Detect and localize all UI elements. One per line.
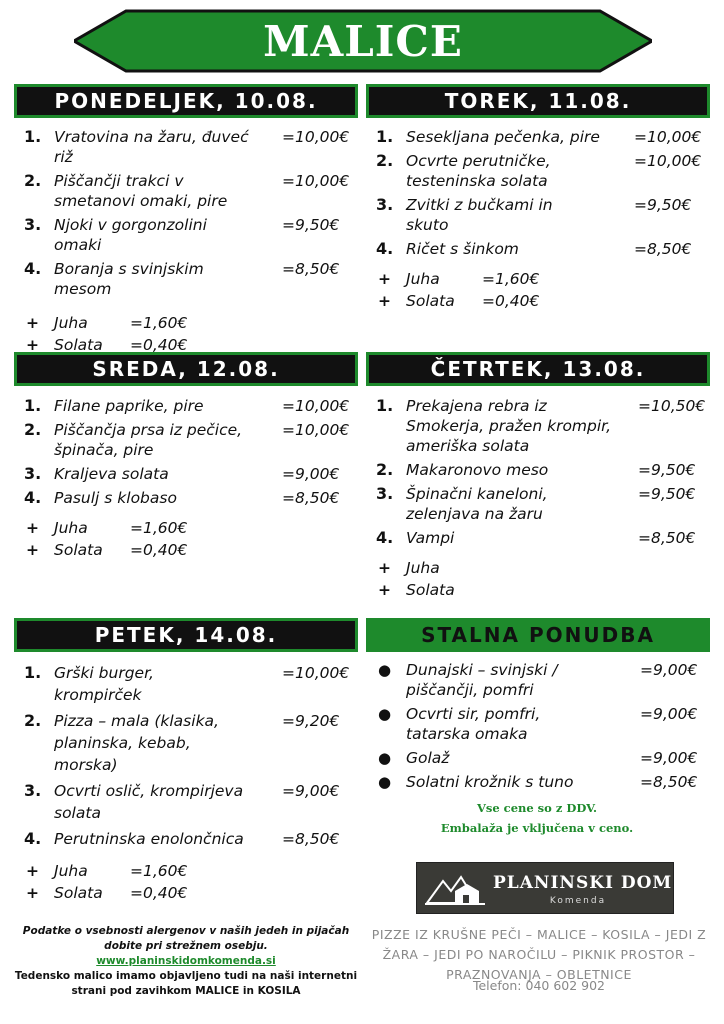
logo-subtitle: Komenda <box>549 896 607 906</box>
menu-item: ● Solatni krožnik s tuno =8,50€ <box>378 773 698 791</box>
menu-stalna-ponudba <box>376 660 710 796</box>
menu-item: 2. Piščančja prsa iz pečice, špinača, pire =10,00€ <box>24 420 350 459</box>
header-petek: PETEK, 14.08. <box>14 618 358 652</box>
services-list: PIZZE IZ KRUŠNE PEČI – MALICE – KOSILA – JEDI Z ŽARA – JEDI PO NAROČILU – PIKNIK PROSTOR – PRAZNOVANJA – OBLETNICE <box>371 927 707 982</box>
menu-sreda <box>24 396 358 562</box>
extra-soup: + Juha <box>378 559 440 577</box>
menu-item: 4. Ričet s šinkom =8,50€ <box>376 239 692 258</box>
menu-item: 3. Kraljeva solata =9,00€ <box>24 464 340 483</box>
menu-item: 1. Sesekljana pečenka, pire =10,00€ <box>376 127 702 146</box>
menu-torek <box>376 127 710 313</box>
menu-petek <box>24 662 358 904</box>
header-stalna-ponudba: STALNA PONUDBA <box>366 618 710 652</box>
extra-soup: + Juha =1,60€ <box>26 314 188 332</box>
menu-item: 2. Ocvrte perutničke, testeninska solata =10,00€ <box>376 151 702 190</box>
packaging-note: Embalaža je vključena v ceno. <box>440 821 634 835</box>
extra-salad: + Solata =0,40€ <box>26 884 188 902</box>
menu-item: 2. Piščančji trakci v smetanovi omaki, pire =10,00€ <box>24 171 350 210</box>
menu-item: 2. Pizza – mala (klasika, planinska, kebab, morska) =9,20€ <box>24 711 340 774</box>
menu-item: 3. Zvitki z bučkami in skuto =9,50€ <box>376 195 692 234</box>
menu-item: 3. Ocvrti oslič, krompirjeva solata =9,00€ <box>24 781 340 822</box>
menu-item: 3. Njoki v gorgonzolini omaki =9,50€ <box>24 215 340 254</box>
menu-item: 3. Špinačni kaneloni, zelenjava na žaru =9,50€ <box>376 484 696 523</box>
menu-item: 1. Grški burger, krompirček =10,00€ <box>24 663 350 704</box>
extra-salad: + Solata <box>378 581 455 599</box>
footer-info <box>14 924 358 999</box>
header-cetrtek: ČETRTEK, 13.08. <box>366 352 710 386</box>
menu-item: 1. Prekajena rebra iz Smokerja, pražen krompir, ameriška solata =10,50€ <box>376 396 706 455</box>
extra-salad: + Solata =0,40€ <box>26 336 188 354</box>
menu-item: 4. Boranja s svinjskim mesom =8,50€ <box>24 259 340 298</box>
menu-item: 4. Pasulj s klobaso =8,50€ <box>24 488 340 507</box>
header-ponedeljek: PONEDELJEK, 10.08. <box>14 84 358 118</box>
extra-salad: + Solata =0,40€ <box>378 292 540 310</box>
weekly-info-note: Tedensko malico imamo objavljeno tudi na naši internetni strani pod zavihkom MALICE in KOSILA <box>14 970 358 997</box>
extra-salad: + Solata =0,40€ <box>26 541 188 559</box>
logo-name: PLANINSKI DOM <box>493 873 673 893</box>
mountain-hut-icon <box>425 871 487 907</box>
phone-number: Telefon: 040 602 902 <box>472 978 606 993</box>
title-banner <box>74 8 652 74</box>
menu-item: 4. Perutninska enolončnica =8,50€ <box>24 829 340 848</box>
header-sreda: SREDA, 12.08. <box>14 352 358 386</box>
menu-ponedeljek <box>24 127 358 357</box>
extra-soup: + Juha =1,60€ <box>26 519 188 537</box>
vat-note: Vse cene so z DDV. <box>476 801 598 815</box>
header-torek: TOREK, 11.08. <box>366 84 710 118</box>
menu-item: 4. Vampi =8,50€ <box>376 528 696 547</box>
website-link[interactable]: www.planinskidomkomenda.si <box>96 955 276 967</box>
menu-item: ● Dunajski – svinjski / piščančji, pomfri =9,00€ <box>378 661 698 699</box>
menu-item: ● Golaž =9,00€ <box>378 749 698 767</box>
extra-soup: + Juha =1,60€ <box>26 862 188 880</box>
menu-item: 1. Filane paprike, pire =10,00€ <box>24 396 350 415</box>
planinski-dom-logo <box>416 862 674 914</box>
extra-soup: + Juha =1,60€ <box>378 270 540 288</box>
page-title: MALICE <box>263 16 463 66</box>
allergen-note: Podatke o vsebnosti alergenov v naših jedeh in pijačah dobite pri strežnem osebju. <box>22 925 350 952</box>
menu-item: 1. Vratovina na žaru, đuveć riž =10,00€ <box>24 127 350 166</box>
menu-cetrtek <box>376 396 710 602</box>
menu-item: ● Ocvrti sir, pomfri, tatarska omaka =9,00€ <box>378 705 698 743</box>
menu-item: 2. Makaronovo meso =9,50€ <box>376 460 696 479</box>
